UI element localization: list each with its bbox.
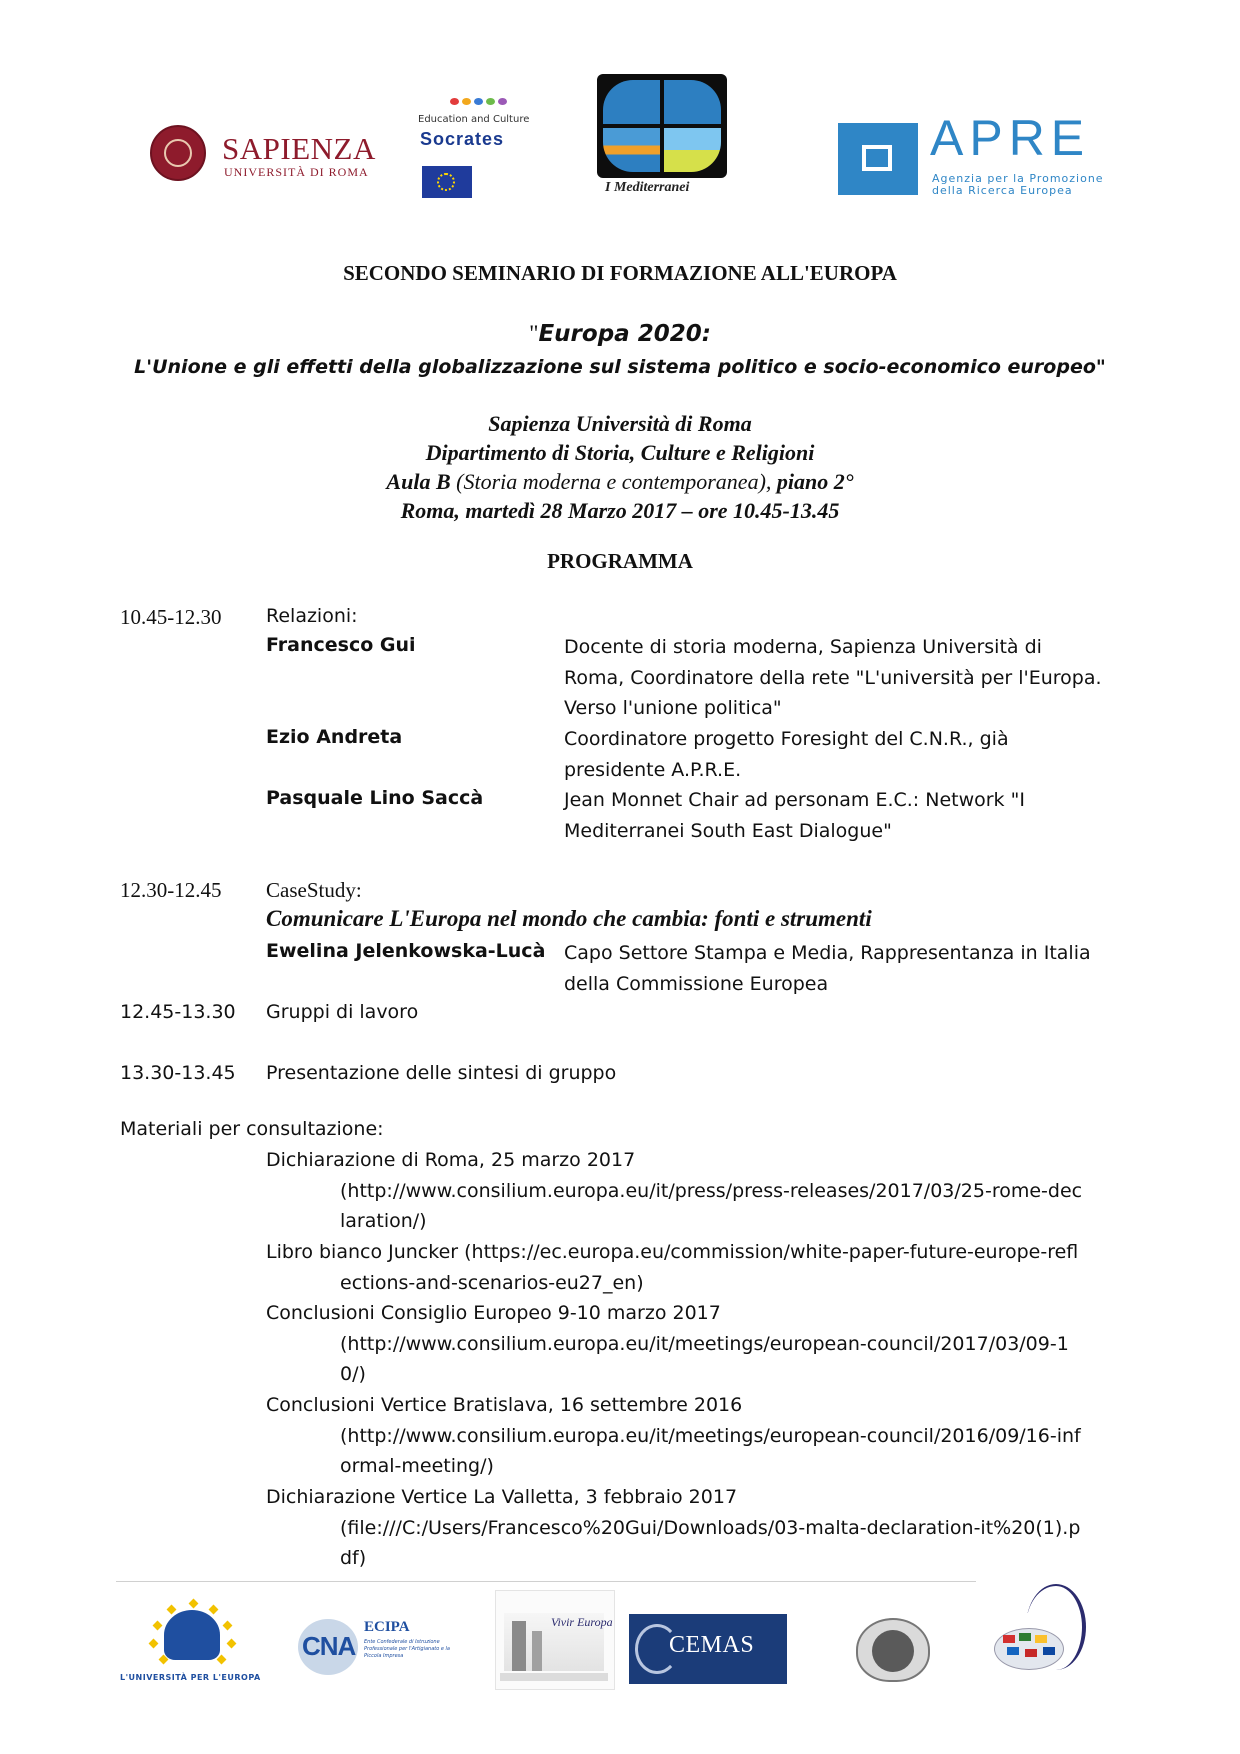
- university-seal-logo: [850, 1608, 936, 1686]
- socrates-logo: [410, 88, 540, 198]
- socrates-dots-icon: [450, 90, 520, 104]
- material-item: [266, 1482, 1086, 1574]
- speaker-name: Ezio Andreta: [266, 726, 403, 748]
- material-item: [266, 1145, 1086, 1237]
- speaker-role: Jean Monnet Chair ad personam E.C.: Network "I Mediterranei South East Dialogue": [564, 789, 1025, 842]
- universita-europa-name: L'UNIVERSITÀ PER L'EUROPA: [120, 1673, 261, 1682]
- apre-name: APRE: [930, 110, 1091, 166]
- tower-icon: [512, 1621, 526, 1671]
- cna-name: CNA: [302, 1631, 356, 1661]
- material-item: [266, 1298, 1086, 1390]
- vivir-europa-name: Vivir Europa: [551, 1615, 613, 1629]
- sapienza-name: SAPIENZA: [222, 131, 376, 166]
- speaker-role: Coordinatore progetto Foresight del C.N.R., già presidente A.P.R.E.: [564, 728, 1009, 781]
- event-subtitle: L'Unione e gli effetti della globalizzazione sul sistema politico e socio-economico europeo": [134, 356, 1106, 378]
- material-title: Conclusioni Consiglio Europeo 9-10 marzo 2017: [266, 1302, 721, 1324]
- venue-floor: piano 2°: [776, 469, 854, 494]
- speaker-name: Pasquale Lino Saccà: [266, 787, 484, 809]
- cna-ecipa-logo: [298, 1615, 453, 1685]
- material-link[interactable]: (file:///C:/Users/Francesco%20Gui/Downloads/03-malta-declaration-it%20(1).pdf): [340, 1516, 1081, 1569]
- material-title: Dichiarazione di Roma, 25 marzo 2017: [266, 1149, 636, 1171]
- universita-europa-logo: [120, 1600, 265, 1685]
- case-study-title: Comunicare L'Europa nel mondo che cambia: fonti e strumenti: [266, 906, 872, 931]
- event-title-text: Europa 2020:: [538, 321, 711, 347]
- seal-figure-icon: [872, 1630, 914, 1672]
- vivir-europa-logo: [495, 1590, 615, 1690]
- socrates-name: Socrates: [420, 129, 505, 149]
- materials-heading: Materiali per consultazione:: [120, 1118, 384, 1140]
- cemas-name: CEMAS: [669, 1632, 755, 1658]
- speaker-role: Docente di storia moderna, Sapienza Università di Roma, Coordinatore della rete "L'università per l'Europa. Verso l'unione politica": [564, 636, 1102, 719]
- speaker-role: Capo Settore Stampa e Media, Rappresentanza in Italia della Commissione Europea: [564, 942, 1091, 995]
- session2-time: 12.30-12.45: [120, 878, 222, 902]
- material-link[interactable]: (http://www.consilium.europa.eu/it/meetings/european-council/2017/03/09-10/): [340, 1332, 1069, 1385]
- venue-datetime: Roma, martedì 28 Marzo 2017 – ore 10.45-13.45: [400, 498, 840, 523]
- footer-divider: [116, 1581, 976, 1582]
- globe-flags-icon: [994, 1628, 1064, 1670]
- session4-label: Presentazione delle sintesi di gruppo: [266, 1062, 617, 1084]
- venue-room-name: Aula B: [386, 469, 451, 494]
- apre-square-icon: [838, 123, 918, 195]
- mediterranei-name: I Mediterranei: [605, 180, 690, 195]
- helmet-head-icon: [164, 1610, 220, 1660]
- session3-label: Gruppi di lavoro: [266, 1001, 419, 1023]
- apre-subtitle-line2: della Ricerca Europea: [932, 184, 1073, 197]
- ecipa-subtitle: Ente Confederale di Istruzione Professionale per l'Artigianato e la Piccola Impresa: [364, 1639, 450, 1659]
- event-title: [0, 321, 1240, 347]
- event-title-quote: ": [529, 321, 539, 346]
- material-title: Conclusioni Vertice Bratislava, 16 settembre 2016: [266, 1394, 743, 1416]
- session4-time: 13.30-13.45: [120, 1062, 236, 1084]
- mediterranei-emblem-icon: [597, 74, 727, 178]
- session1-label: Relazioni:: [266, 605, 358, 627]
- material-link[interactable]: (http://www.consilium.europa.eu/it/press/press-releases/2017/03/25-rome-declaration/): [340, 1179, 1083, 1232]
- session2-label: CaseStudy:: [266, 878, 362, 902]
- ecipa-name: ECIPA: [364, 1619, 410, 1635]
- apre-subtitle: [932, 173, 1104, 197]
- material-item: [266, 1237, 1086, 1298]
- seminar-title: SECONDO SEMINARIO DI FORMAZIONE ALL'EUROPA: [343, 261, 897, 285]
- cemas-logo: [629, 1614, 787, 1684]
- eu-flag-icon: [422, 166, 472, 198]
- mediterranei-logo: [593, 74, 733, 204]
- sapienza-subtitle: UNIVERSITÀ DI ROMA: [224, 165, 369, 179]
- session3-time: 12.45-13.30: [120, 1001, 236, 1023]
- socrates-caption: Education and Culture: [418, 114, 530, 125]
- venue-university: Sapienza Università di Roma: [488, 411, 752, 436]
- venue-room-detail: (Storia moderna e contemporanea),: [456, 469, 772, 494]
- speaker-name: Francesco Gui: [266, 634, 416, 656]
- material-link[interactable]: (http://www.consilium.europa.eu/it/meetings/european-council/2016/09/16-informal-meeting/): [340, 1424, 1081, 1477]
- apre-logo: [838, 110, 1104, 198]
- session1-time: 10.45-12.30: [120, 605, 222, 629]
- venue-room: [0, 469, 1240, 495]
- material-title[interactable]: Libro bianco Juncker (https://ec.europa.eu/commission/white-paper-future-europe-reflections-and-scenarios-eu27_en): [266, 1241, 1079, 1294]
- material-title: Dichiarazione Vertice La Valletta, 3 febbraio 2017: [266, 1486, 738, 1508]
- venue-department: Dipartimento di Storia, Culture e Religioni: [425, 440, 815, 465]
- apre-subtitle-line1: Agenzia per la Promozione: [932, 172, 1104, 185]
- sapienza-seal-icon: [150, 125, 206, 181]
- material-item: [266, 1390, 1086, 1482]
- flags-globe-logo: [990, 1584, 1090, 1688]
- sapienza-logo: [150, 125, 380, 190]
- speaker-name: Ewelina Jelenkowska-Lucà: [266, 940, 546, 962]
- programma-heading: PROGRAMMA: [547, 549, 693, 573]
